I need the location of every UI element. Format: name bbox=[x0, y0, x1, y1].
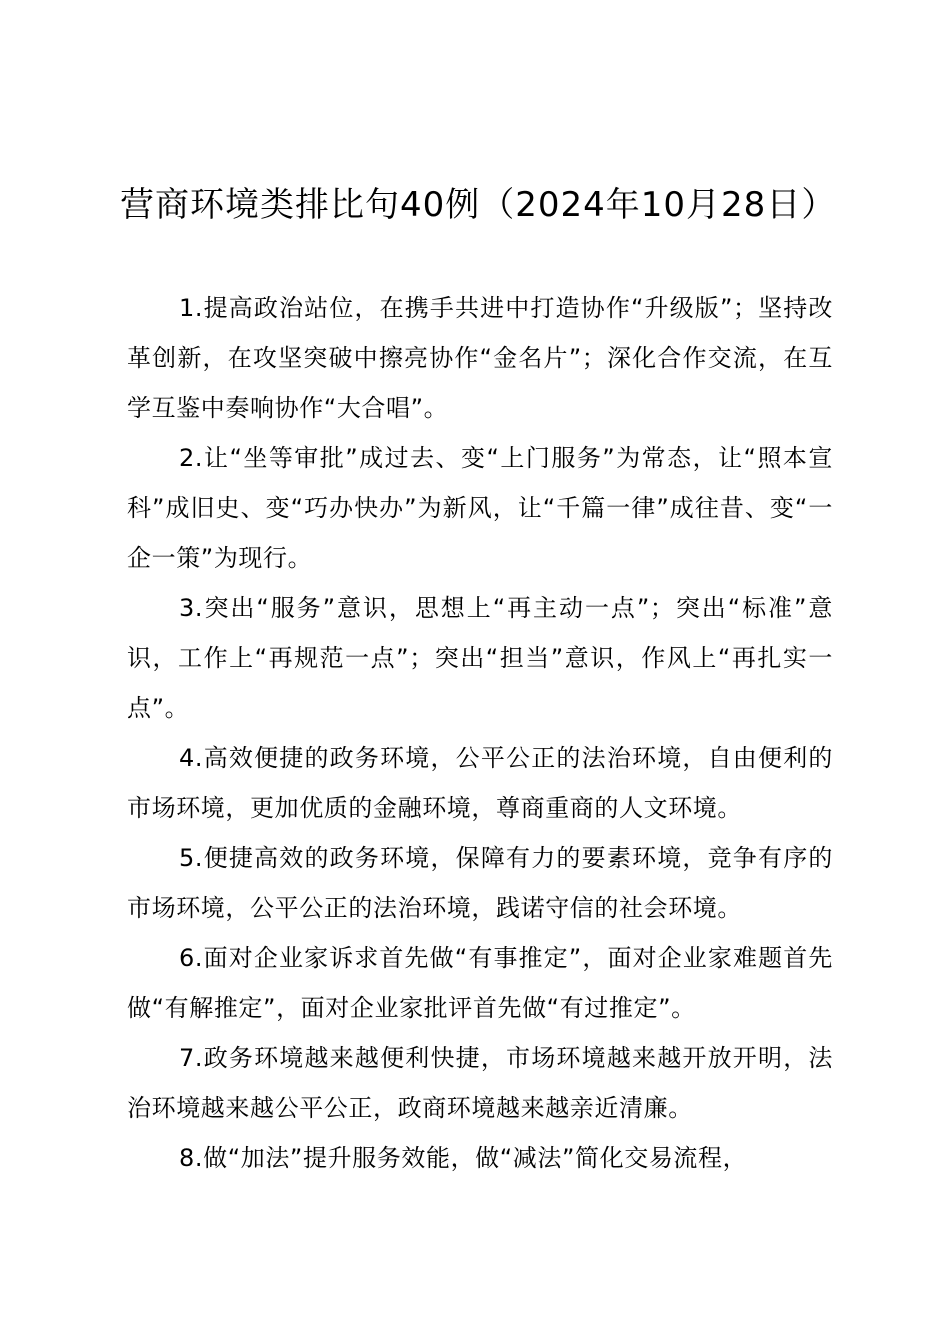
paragraph-7: 7.政务环境越来越便利快捷，市场环境越来越开放开明，法治环境越来越公平公正，政商环境越来越亲近清廉。 bbox=[127, 1044, 833, 1122]
paragraph-8: 8.做“加法”提升服务效能，做“减法”简化交易流程， bbox=[179, 1144, 748, 1172]
paragraph-1: 1.提高政治站位，在携手共进中打造协作“升级版”；坚持改革创新，在攻坚突破中擦亮协作“金名片”；深化合作交流，在互学互鉴中奏响协作“大合唱”。 bbox=[127, 294, 833, 422]
paragraph-2: 2.让“坐等审批”成过去、变“上门服务”为常态，让“照本宣科”成旧史、变“巧办快办”为新风，让“千篇一律”成往昔、变“一企一策”为现行。 bbox=[127, 444, 833, 572]
document-body bbox=[127, 283, 833, 1183]
paragraph-3: 3.突出“服务”意识，思想上“再主动一点”；突出“标准”意识，工作上“再规范一点”；突出“担当”意识，作风上“再扎实一点”。 bbox=[127, 594, 833, 722]
paragraph-6: 6.面对企业家诉求首先做“有事推定”，面对企业家难题首先做“有解推定”，面对企业家批评首先做“有过推定”。 bbox=[127, 944, 833, 1022]
document-title: 营商环境类排比句40例（2024年10月28日） bbox=[120, 185, 837, 225]
paragraph-5: 5.便捷高效的政务环境，保障有力的要素环境，竞争有序的市场环境，公平公正的法治环境，践诺守信的社会环境。 bbox=[127, 844, 833, 922]
paragraph-4: 4.高效便捷的政务环境，公平公正的法治环境，自由便利的市场环境，更加优质的金融环境，尊商重商的人文环境。 bbox=[127, 744, 833, 822]
